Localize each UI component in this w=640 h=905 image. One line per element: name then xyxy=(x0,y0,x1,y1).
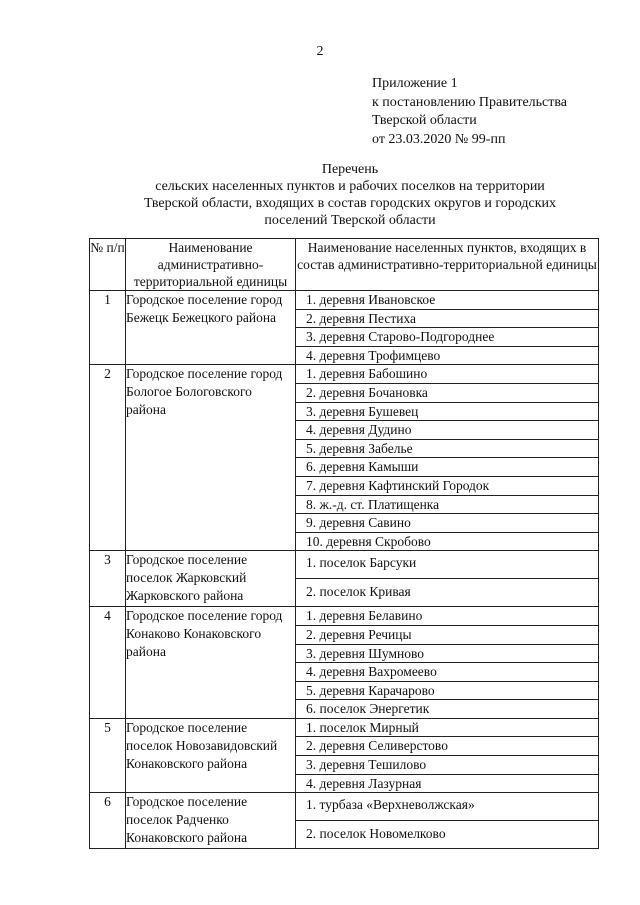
row-number: 6 xyxy=(90,793,126,849)
settlements-table xyxy=(89,238,599,849)
list-item: 2. деревня Речицы xyxy=(296,626,598,645)
list-item: 3. деревня Тешилово xyxy=(296,756,598,775)
list-item: 1. поселок Мирный xyxy=(296,719,598,738)
table-row xyxy=(90,793,599,849)
document-heading xyxy=(90,161,610,229)
list-item: 9. деревня Савино xyxy=(296,514,598,533)
list-item: 4. деревня Лазурная xyxy=(306,775,422,791)
list-item: 6. поселок Энергетик xyxy=(306,701,430,717)
places-cell xyxy=(296,551,599,607)
appendix-line: Тверской области xyxy=(372,113,477,128)
list-item: 4. деревня Трофимцево xyxy=(306,347,441,363)
row-number: 4 xyxy=(90,607,126,719)
table-row xyxy=(90,291,599,365)
list-item: 8. ж.-д. ст. Платищенка xyxy=(296,496,598,515)
header-places: Наименование населенных пунктов, входящих в состав административно-территориальной единицы xyxy=(296,239,599,291)
list-item: 10. деревня Скробово xyxy=(306,533,431,549)
unit-name: Городское поселение поселок Новозавидовский Конаковского района xyxy=(126,718,296,792)
list-item: 2. поселок Кривая xyxy=(306,584,411,600)
page-number: 2 xyxy=(316,44,324,59)
list-item: 1. деревня Ивановское xyxy=(296,291,598,310)
appendix-block xyxy=(372,75,567,149)
unit-name: Городское поселение город Конаково Конаковского района xyxy=(126,607,296,719)
unit-name: Городское поселение город Бежецк Бежецкого района xyxy=(126,291,296,365)
appendix-line: от 23.03.2020 № 99-пп xyxy=(372,131,506,147)
list-item: 4. деревня Вахромеево xyxy=(296,663,598,682)
row-number: 2 xyxy=(90,365,126,551)
list-item: 2. деревня Пестиха xyxy=(296,310,598,329)
places-cell xyxy=(296,291,599,365)
heading-line: сельских населенных пунктов и рабочих поселков на территории xyxy=(155,179,545,194)
list-item: 2. деревня Бочановка xyxy=(296,384,598,403)
list-item: 1. турбаза «Верхневолжская» xyxy=(296,793,598,821)
header-unit: Наименование административно-территориальной единицы xyxy=(126,239,296,291)
unit-name: Городское поселение поселок Радченко Конаковского района xyxy=(126,793,296,849)
unit-name: Городское поселение поселок Жарковский Жарковского района xyxy=(126,551,296,607)
list-item: 2. деревня Селиверстово xyxy=(296,737,598,756)
list-item: 3. деревня Старово-Подгороднее xyxy=(296,328,598,347)
list-item: 6. деревня Камыши xyxy=(296,458,598,477)
table-row xyxy=(90,718,599,792)
table-row xyxy=(90,607,599,719)
list-item: 7. деревня Кафтинский Городок xyxy=(296,477,598,496)
places-cell xyxy=(296,365,599,551)
header-number: № п/п xyxy=(90,239,126,291)
table-row xyxy=(90,551,599,607)
list-item: 4. деревня Дудино xyxy=(296,421,598,440)
list-item: 3. деревня Бушевец xyxy=(296,403,598,422)
appendix-line: Приложение 1 xyxy=(372,76,458,91)
places-cell xyxy=(296,718,599,792)
places-cell xyxy=(296,607,599,719)
heading-title: Перечень xyxy=(321,162,379,177)
row-number: 5 xyxy=(90,718,126,792)
table-header-row xyxy=(90,239,599,291)
appendix-line: к постановлению Правительства xyxy=(372,94,568,110)
list-item: 3. деревня Шумново xyxy=(296,645,598,664)
list-item: 5. деревня Забелье xyxy=(296,440,598,459)
list-item: 2. поселок Новомелково xyxy=(306,826,446,842)
row-number: 1 xyxy=(90,291,126,365)
heading-line: Тверской области, входящих в состав городских округов и городских xyxy=(143,196,557,211)
list-item: 1. деревня Белавино xyxy=(296,607,598,626)
unit-name: Городское поселение город Бологое Бологовского района xyxy=(126,365,296,551)
list-item: 1. поселок Барсуки xyxy=(296,551,598,579)
list-item: 5. деревня Карачарово xyxy=(296,682,598,701)
list-item: 1. деревня Бабошино xyxy=(296,365,598,384)
places-cell xyxy=(296,793,599,849)
heading-line: поселений Тверской области xyxy=(264,213,436,228)
table-row xyxy=(90,365,599,551)
row-number: 3 xyxy=(90,551,126,607)
